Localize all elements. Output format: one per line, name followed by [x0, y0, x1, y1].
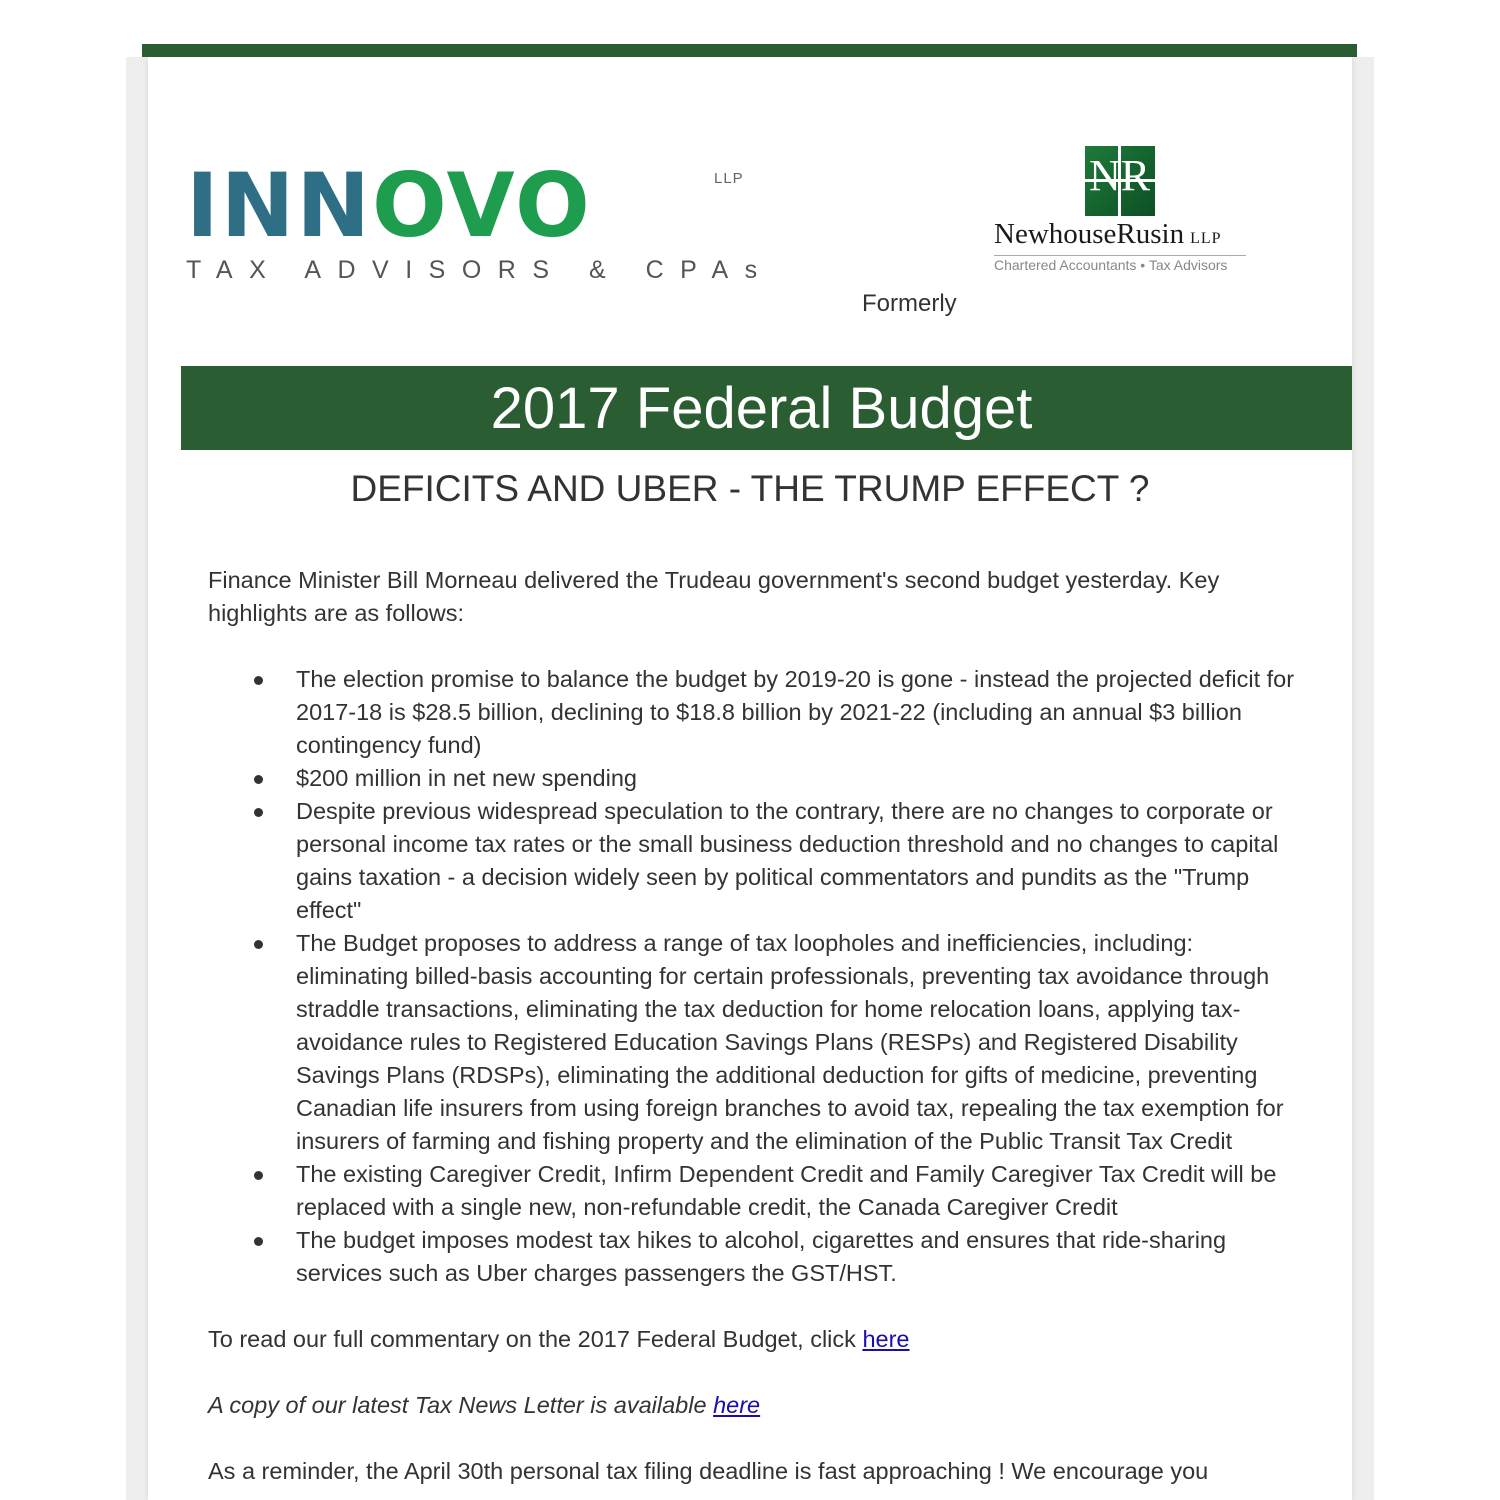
newhouse-rusin-name — [994, 218, 1222, 251]
commentary-text: To read our full commentary on the 2017 Federal Budget, click — [208, 1326, 863, 1352]
newhouse-rusin-wordmark: NewhouseRusin — [994, 218, 1185, 250]
newhouse-rusin-llp: LLP — [1190, 230, 1222, 247]
list-item: $200 million in net new spending — [208, 762, 1308, 795]
newsletter-text: A copy of our latest Tax News Letter is available — [208, 1392, 714, 1418]
newsletter-paragraph — [208, 1389, 1308, 1422]
commentary-link[interactable]: here — [862, 1326, 910, 1352]
article-body — [208, 564, 1308, 1488]
highlights-list — [208, 663, 1308, 1290]
list-item: The existing Caregiver Credit, Infirm Dependent Credit and Family Caregiver Tax Credit will be replaced with a single new, non-refundable credit, the Canada Caregiver Credit — [208, 1158, 1308, 1224]
list-item: The election promise to balance the budget by 2019-20 is gone - instead the projected deficit for 2017-18 is $28.5 billion, declining to $18.8 billion by 2021-22 (including an annual $3 billion contingency fund) — [208, 663, 1308, 762]
nr-monogram-icon — [1085, 146, 1155, 216]
newsletter-link[interactable]: here — [713, 1392, 761, 1418]
innovo-llp: LLP — [714, 170, 744, 187]
innovo-wordmark-part2: OVO — [372, 154, 592, 257]
formerly-label: Formerly — [862, 290, 957, 317]
banner-title: 2017 Federal Budget — [490, 376, 1033, 441]
intro-paragraph: Finance Minister Bill Morneau delivered the Trudeau government's second budget yesterday. Key highlights are as follows: — [208, 567, 1220, 626]
top-accent-bar — [142, 44, 1357, 57]
title-banner — [181, 366, 1352, 450]
innovo-logo — [186, 154, 774, 292]
newhouse-rusin-divider — [994, 255, 1246, 256]
innovo-tagline: TAX ADVISORS & CPAs — [186, 256, 774, 284]
list-item: The budget imposes modest tax hikes to alcohol, cigarettes and ensures that ride-sharing services such as Uber charges passengers the GST/HST. — [208, 1224, 1308, 1290]
newhouse-rusin-subtitle: Chartered Accountants • Tax Advisors — [994, 257, 1228, 273]
reminder-paragraph: As a reminder, the April 30th personal tax filing deadline is fast approaching ! We encourage you — [208, 1458, 1209, 1484]
newhouse-rusin-logo — [990, 146, 1252, 286]
page-subtitle: DEFICITS AND UBER - THE TRUMP EFFECT ? — [350, 468, 1150, 509]
nr-monogram-text: NR — [1089, 151, 1151, 200]
commentary-paragraph — [208, 1323, 1308, 1356]
list-item: Despite previous widespread speculation to the contrary, there are no changes to corporate or personal income tax rates or the small business deduction threshold and no changes to capital gains taxation - a decision widely seen by political commentators and pundits as the "Trump effect" — [208, 795, 1308, 927]
innovo-wordmark — [186, 154, 592, 257]
innovo-wordmark-part1: INN — [186, 154, 373, 257]
list-item: The Budget proposes to address a range of tax loopholes and inefficiencies, including: eliminating billed-basis accounting for certain professionals, preventing tax avoidance through straddle transactions, eliminating the tax deduction for home relocation loans, applying tax-avoidance rules to Registered Education Savings Plans (RESPs) and Registered Disability Savings Plans (RDSPs), eliminating the additional deduction for gifts of medicine, preventing Canadian life insurers from using foreign branches to avoid tax, repealing the tax exemption for insurers of farming and fishing property and the elimination of the Public Transit Tax Credit — [208, 927, 1308, 1158]
